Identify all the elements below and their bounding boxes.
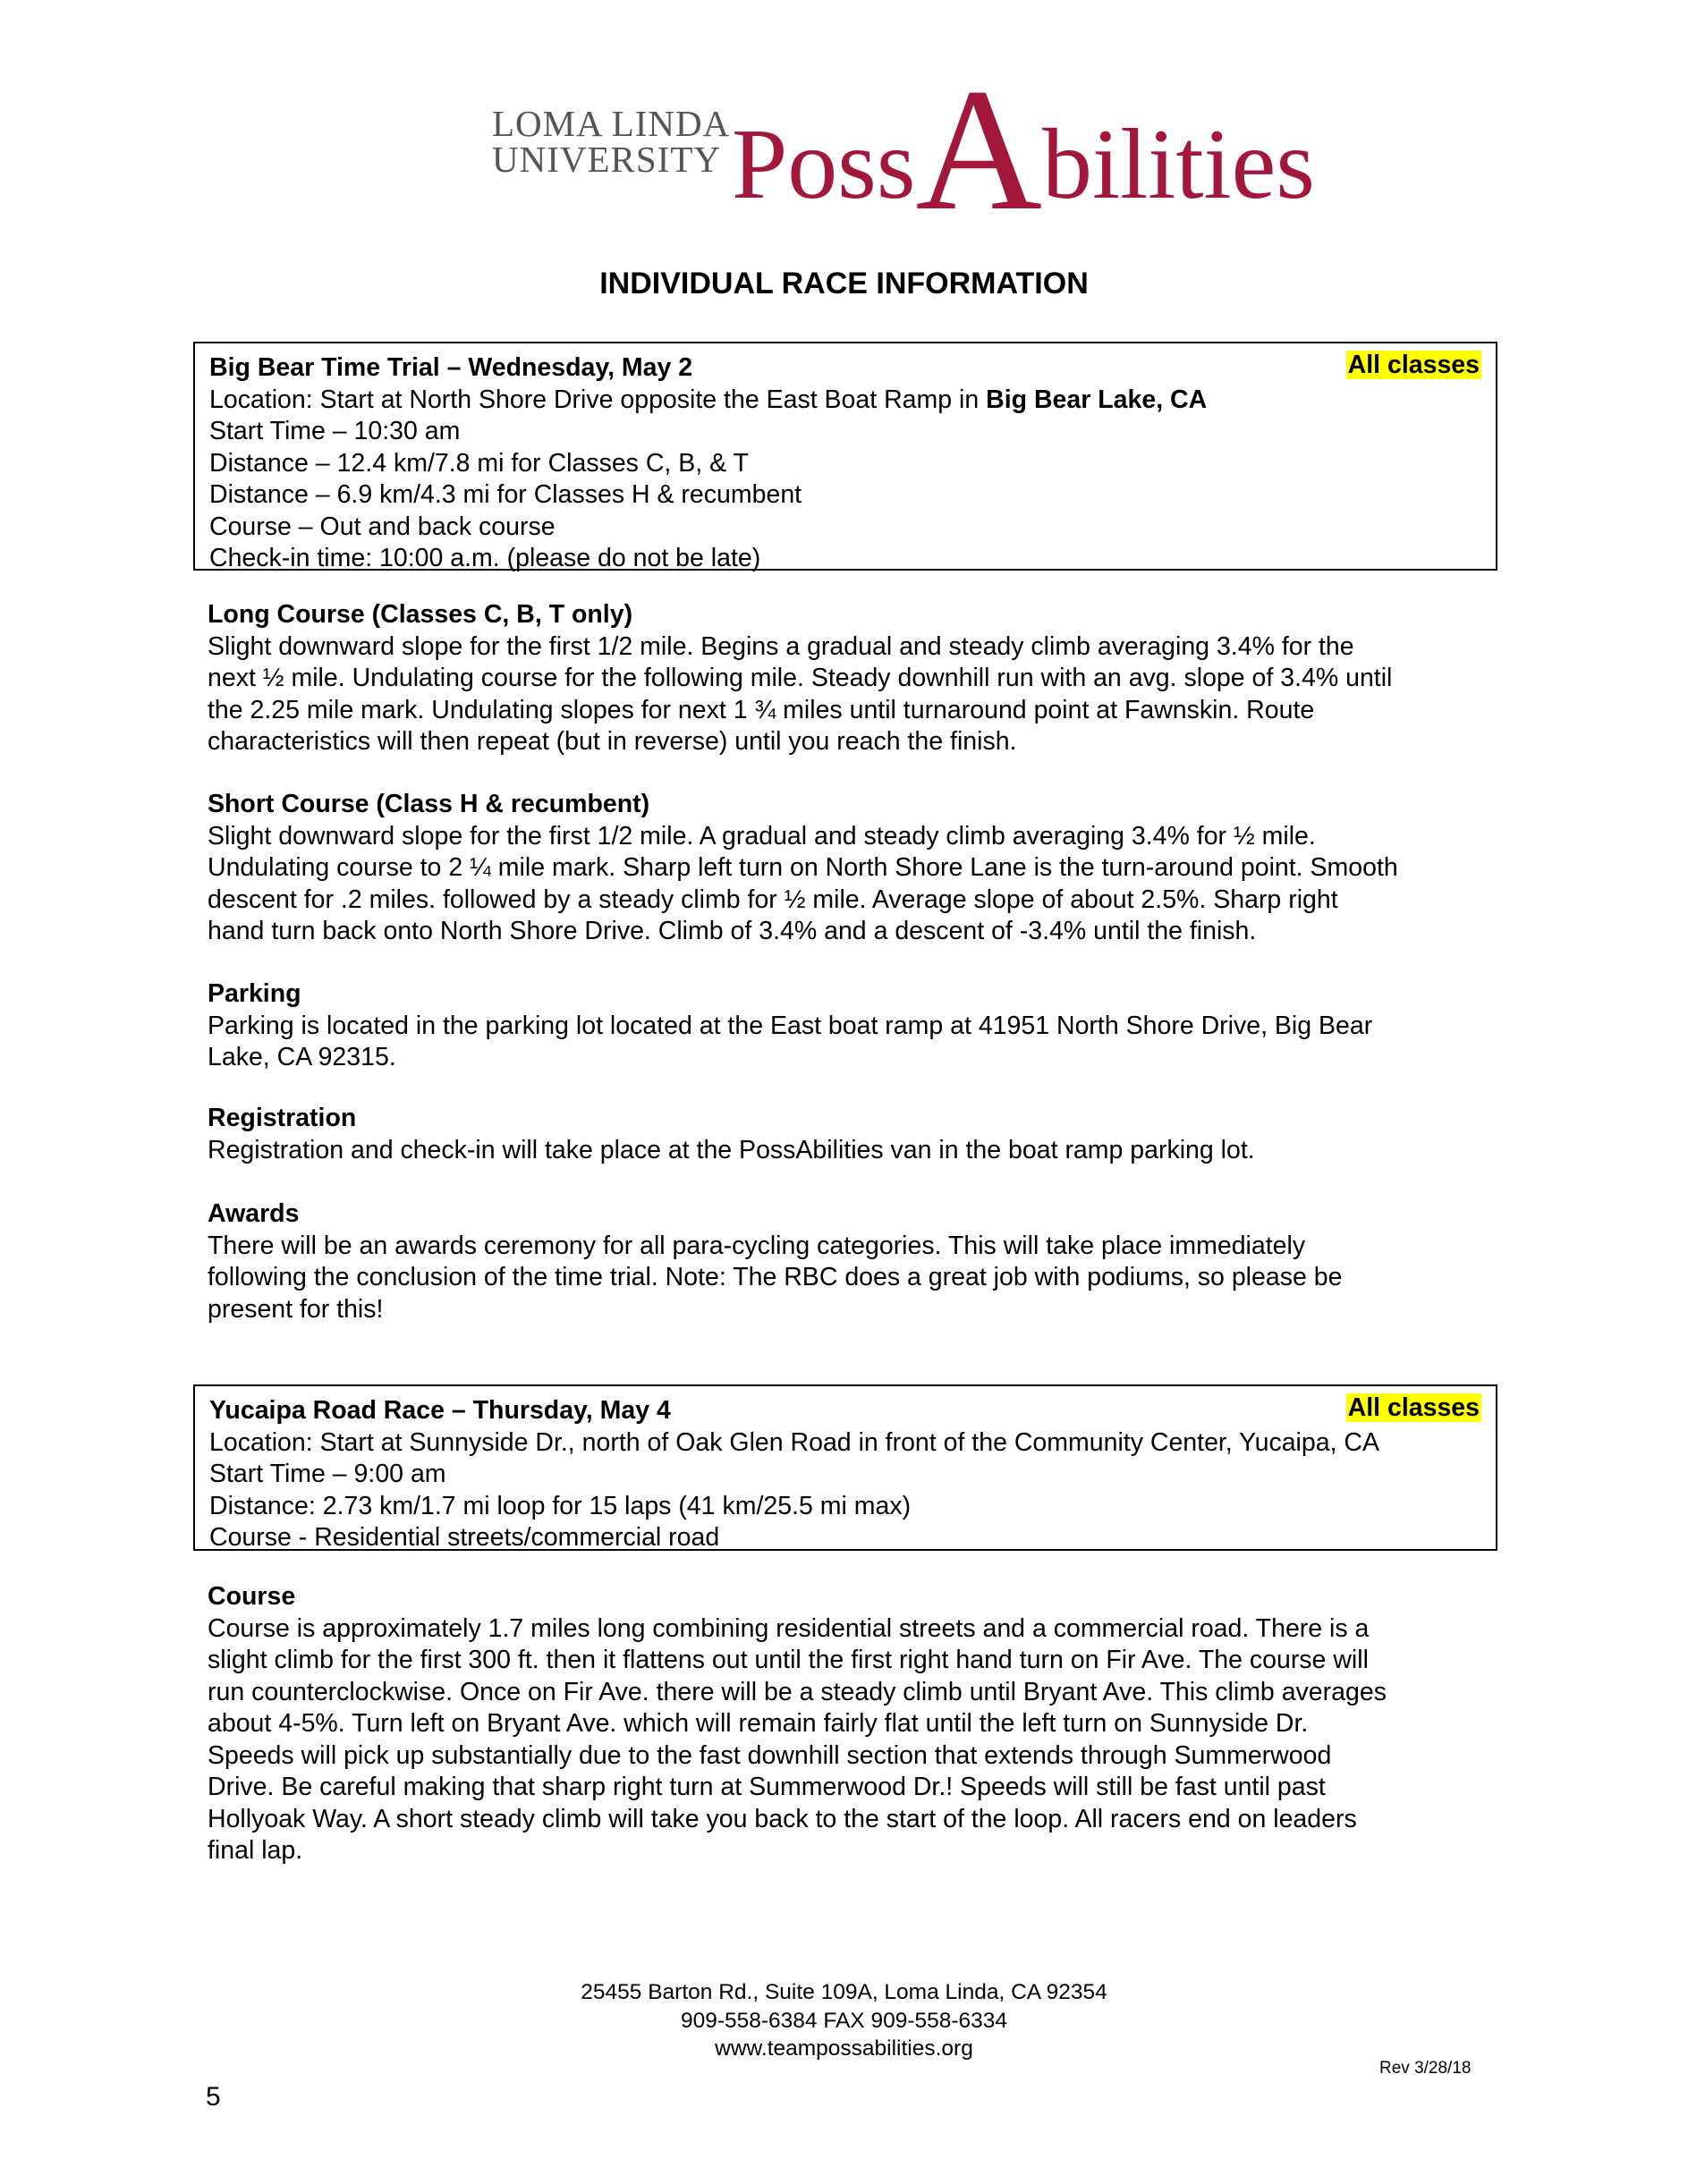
paragraph-line: Speeds will pick up substantially due to the fast downhill section that extends through Summerwood: [208, 1740, 1332, 1770]
section-heading: Short Course (Class H & recumbent): [208, 790, 650, 818]
footer-address: 25455 Barton Rd., Suite 109A, Loma Linda, CA 92354: [581, 1980, 1107, 2004]
paragraph-line: hand turn back onto North Shore Drive. Climb of 3.4% and a descent of -3.4% until the finish.: [208, 917, 1257, 945]
section-long-course: [208, 599, 1496, 758]
paragraph-line: descent for .2 miles. followed by a steady climb for ½ mile. Average slope of about 2.5%. Sharp right: [208, 885, 1338, 914]
section-heading: Course: [208, 1582, 296, 1611]
race-start-time: Start Time – 9:00 am: [209, 1460, 446, 1488]
footer-contact: [0, 1978, 1688, 2063]
classes-badge: All classes: [1347, 351, 1480, 379]
race-info-box-yucaipa: [193, 1384, 1497, 1551]
race-course: Course – Out and back course: [209, 512, 556, 541]
race-location: [209, 385, 1481, 417]
university-line-1: LOMA LINDA: [492, 103, 731, 144]
paragraph-line: the 2.25 mile mark. Undulating slopes for next 1 ¾ miles until turnaround point at Fawnskin. Route: [208, 695, 1315, 724]
paragraph-line: next ½ mile. Undulating course for the following mile. Steady downhill run with an avg. slope of 3.4% until: [208, 664, 1393, 692]
paragraph-line: Lake, CA 92315.: [208, 1043, 396, 1071]
section-short-course: [208, 789, 1496, 948]
paragraph-line: Course is approximately 1.7 miles long combining residential streets and a commercial road. There is a: [208, 1613, 1370, 1643]
paragraph-line: There will be an awards ceremony for all para-cycling categories. This will take place immediately: [208, 1231, 1306, 1260]
paragraph-line: characteristics will then repeat (but in reverse) until you reach the finish.: [208, 727, 1017, 756]
paragraph-line: Drive. Be careful making that sharp right turn at Summerwood Dr.! Speeds will still be fast until past: [208, 1773, 1326, 1801]
paragraph-line: Registration and check-in will take place at the PossAbilities van in the boat ramp parking lot.: [208, 1135, 1255, 1164]
classes-badge: All classes: [1347, 1393, 1480, 1422]
section-registration: [208, 1103, 1496, 1166]
section-course: [208, 1581, 1496, 1867]
paragraph-line: slight climb for the first 300 ft. then it flattens out until the first right hand turn on Fir Ave. The course will: [208, 1646, 1369, 1674]
brand-prefix: Poss: [732, 109, 916, 220]
section-parking: [208, 978, 1496, 1074]
race-distance-short: Distance – 6.9 km/4.3 mi for Classes H & recumbent: [209, 480, 802, 509]
revision-date: Rev 3/28/18: [1379, 2059, 1472, 2078]
section-awards: [208, 1198, 1496, 1325]
brand-wordmark: [732, 53, 1315, 247]
paragraph-line: about 4-5%. Turn left on Bryant Ave. which will remain fairly flat until the left turn on Sunnyside Dr.: [208, 1709, 1309, 1738]
logo: [492, 53, 1315, 247]
paragraph-line: Slight downward slope for the first 1/2 mile. A gradual and steady climb averaging 3.4% for ½ mile.: [208, 821, 1316, 851]
section-heading: Long Course (Classes C, B, T only): [208, 600, 633, 629]
paragraph-line: Parking is located in the parking lot located at the East boat ramp at 41951 North Shore Drive, Big Bear: [208, 1011, 1373, 1040]
paragraph-line: Slight downward slope for the first 1/2 mile. Begins a gradual and steady climb averaging 3.4% for the: [208, 631, 1354, 661]
race-start-time: Start Time – 10:30 am: [209, 417, 461, 445]
race-title: Big Bear Time Trial – Wednesday, May 2: [209, 353, 693, 382]
race-title: Yucaipa Road Race – Thursday, May 4: [209, 1396, 671, 1425]
brand-suffix: bilities: [1042, 109, 1315, 220]
paragraph-line: run counterclockwise. Once on Fir Ave. there will be a steady climb until Bryant Ave. This climb averages: [208, 1677, 1387, 1706]
page-number: 5: [206, 2082, 221, 2112]
paragraph-line: present for this!: [208, 1294, 384, 1324]
university-line-2: UNIVERSITY: [492, 139, 721, 180]
race-course: Course - Residential streets/commercial road: [209, 1523, 720, 1552]
footer-phone: 909-558-6384 FAX 909-558-6334: [680, 2008, 1008, 2033]
section-heading: Registration: [208, 1104, 357, 1132]
location-text: Location: Start at North Shore Drive opposite the East Boat Ramp in: [209, 385, 987, 414]
race-checkin: Check-in time: 10:00 a.m. (please do not be late): [209, 544, 761, 572]
paragraph-line: following the conclusion of the time trial. Note: The RBC does a great job with podiums, so please be: [208, 1263, 1343, 1291]
paragraph-line: Hollyoak Way. A short steady climb will take you back to the start of the loop. All racers end on leaders: [208, 1804, 1357, 1833]
race-info-box-big-bear: [193, 342, 1497, 571]
section-heading: Awards: [208, 1199, 300, 1228]
race-location: Location: Start at Sunnyside Dr., north of Oak Glen Road in front of the Community Center, Yucaipa, CA: [209, 1427, 1380, 1457]
paragraph-line: Undulating course to 2 ¼ mile mark. Sharp left turn on North Shore Lane is the turn-around point. Smooth: [208, 853, 1398, 882]
brand-big-letter: A: [915, 53, 1043, 247]
page-title: INDIVIDUAL RACE INFORMATION: [599, 267, 1089, 301]
footer-website: www.teampossabilities.org: [715, 2036, 973, 2061]
paragraph-line: final lap.: [208, 1836, 303, 1865]
location-city: Big Bear Lake, CA: [986, 385, 1208, 414]
section-heading: Parking: [208, 979, 301, 1008]
race-distance-long: Distance – 12.4 km/7.8 mi for Classes C, B, & T: [209, 448, 749, 478]
race-distance: Distance: 2.73 km/1.7 mi loop for 15 laps (41 km/25.5 mi max): [209, 1491, 912, 1520]
university-name: [492, 103, 731, 180]
